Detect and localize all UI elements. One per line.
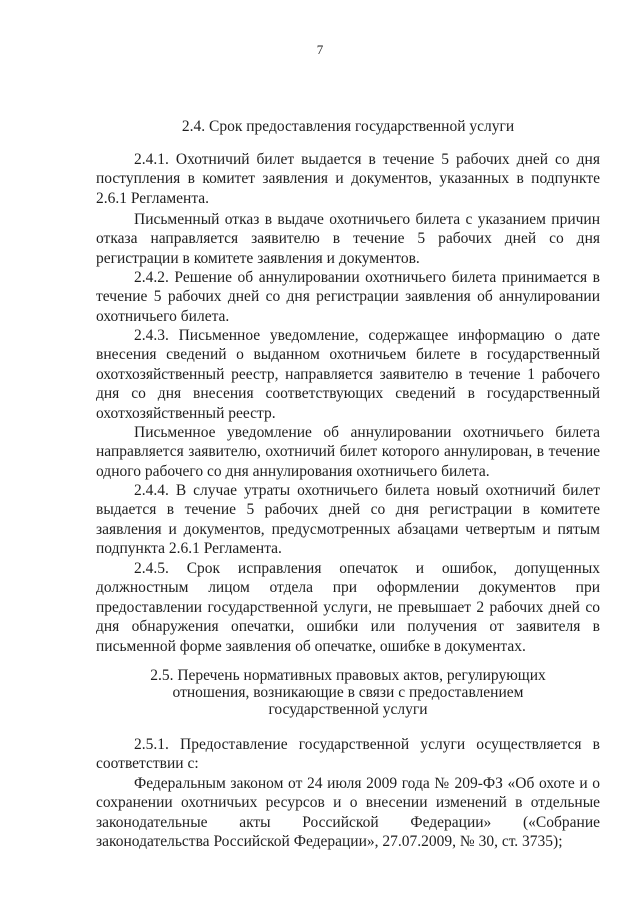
- paragraph-2-4-5: 2.4.5. Срок исправления опечаток и ошибок, допущенных должностным лицом отдела при оформлении документов при предоставлении государственной услуги, не превышает 2 рабочих дней со дня обнаружения опечатки, ошибки или получения от заявителя в письменной форме заявления об опечатке, ошибке в документах.: [96, 560, 600, 655]
- section-2-5-heading-line-3: государственной услуги: [268, 701, 428, 718]
- paragraph-2-4-4: 2.4.4. В случае утраты охотничьего билета новый охотничий билет выдается в течение 5 рабочих дней со дня регистрации в комитете заявления и документов, предусмотренных абзацами четвертым и пятым подпункта 2.6.1 Регламента.: [96, 482, 600, 558]
- paragraph-2-4-1: 2.4.1. Охотничий билет выдается в течение 5 рабочих дней со дня поступления в комитет заявления и документов, указанных в подпункте 2.6.1 Регламента.: [96, 151, 600, 207]
- paragraph-annulment-notice: Письменное уведомление об аннулировании охотничьего билета направляется заявителю, охотничий билет которого аннулирован, в течение одного рабочего со дня аннулирования охотничьего билета.: [96, 424, 600, 480]
- paragraph-refusal: Письменный отказ в выдаче охотничьего билета с указанием причин отказа направляется заявителю в течение 5 рабочих дней со дня регистрации в комитете заявления и документов.: [96, 211, 600, 267]
- section-2-5-heading-line-2: отношения, возникающие в связи с предоставлением: [172, 684, 524, 701]
- paragraph-2-4-2: 2.4.2. Решение об аннулировании охотничьего билета принимается в течение 5 рабочих дней со дня регистрации заявления об аннулировании охотничьего билета.: [96, 269, 600, 325]
- paragraph-2-4-3: 2.4.3. Письменное уведомление, содержащее информацию о дате внесения сведений о выданном охотничьем билете в государственный охотхозяйственный реестр, направляется заявителю в течение 1 рабочего дня со дня внесения соответствующих сведений в государственный охотхозяйственный реестр.: [96, 327, 600, 422]
- page-number: 7: [316, 42, 324, 57]
- section-2-5-heading-line-1: 2.5. Перечень нормативных правовых актов, регулирующих: [150, 667, 546, 684]
- paragraph-federal-law: Федеральным законом от 24 июля 2009 года № 209-ФЗ «Об охоте и о сохранении охотничьих ресурсов и о внесении изменений в отдельные законодательные акты Российской Федерации» («Собрание законодательства Российской Федерации», 27.07.2009, № 30, ст. 3735);: [96, 775, 600, 851]
- paragraph-2-5-1: 2.5.1. Предоставление государственной услуги осуществляется в соответствии с:: [96, 736, 600, 773]
- section-2-4-heading: 2.4. Срок предоставления государственной услуги: [181, 118, 515, 135]
- section-2-5-heading: [96, 667, 600, 718]
